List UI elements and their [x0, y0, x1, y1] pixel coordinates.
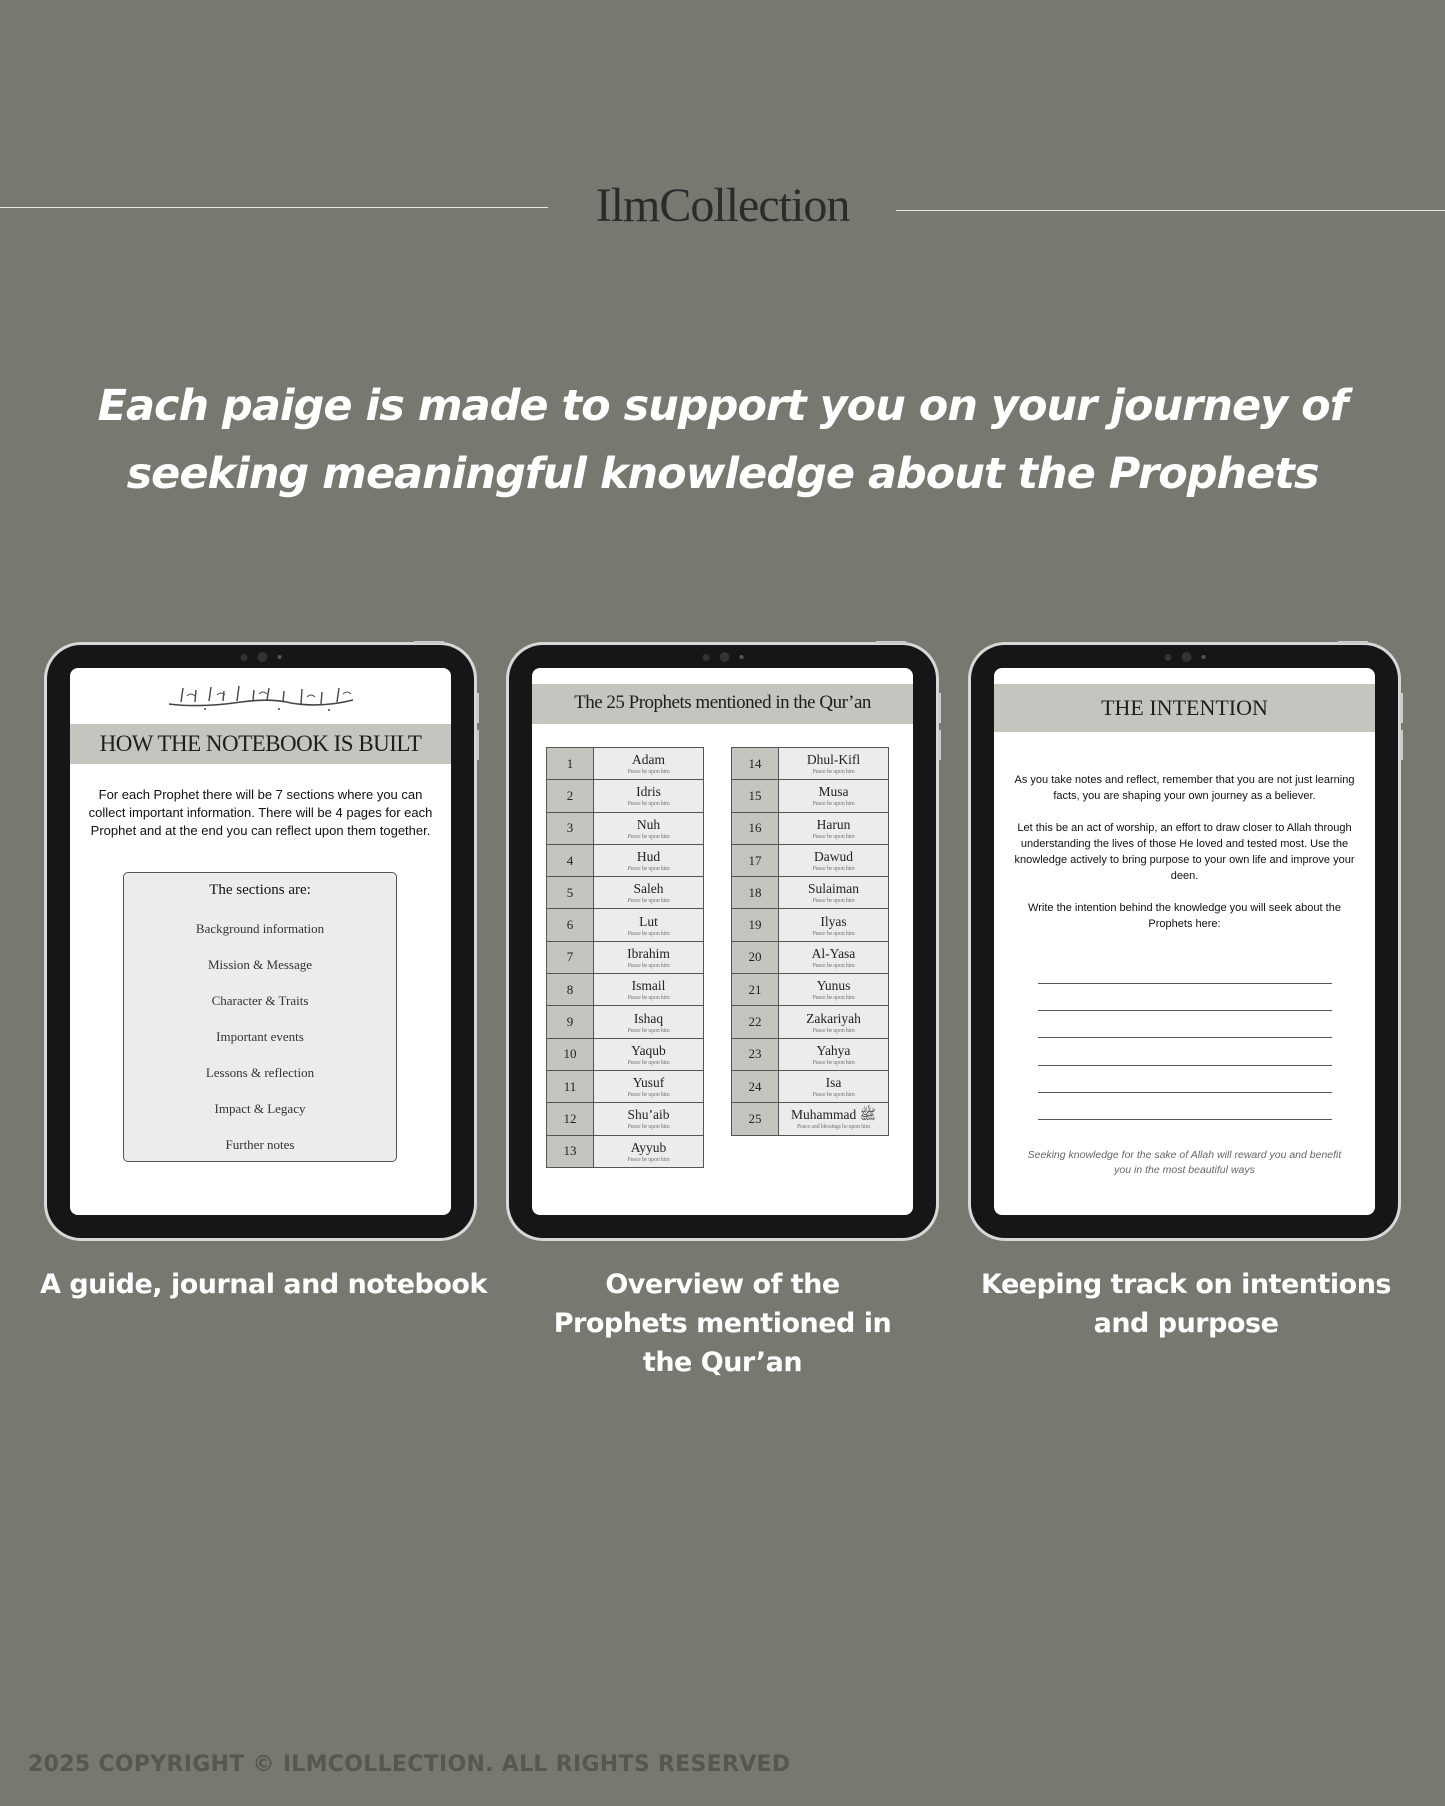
- prophet-number: 4: [547, 844, 594, 876]
- copyright-notice: 2025 COPYRIGHT © ILMCOLLECTION. ALL RIGHTS RESERVED: [28, 1752, 791, 1777]
- caption-guide: A guide, journal and notebook: [40, 1269, 487, 1300]
- writing-line: [1038, 1065, 1332, 1066]
- prophet-name: Isa: [825, 1075, 842, 1091]
- prophet-honorific: Peace be upon him: [812, 995, 855, 1002]
- prophet-cell: [779, 909, 889, 941]
- camera-icon: [240, 652, 281, 662]
- prophet-cell: [779, 1006, 889, 1038]
- list-item: Lessons & reflection: [205, 1065, 315, 1080]
- list-item: Mission & Message: [208, 957, 312, 972]
- prophet-honorific: Peace be upon him: [812, 801, 855, 808]
- brand-logo: IlmCollection: [595, 179, 850, 232]
- prophet-number: 13: [547, 1135, 594, 1167]
- table-row: [732, 780, 889, 812]
- prophet-cell: [594, 941, 704, 973]
- prophet-name: Ilyas: [820, 913, 847, 929]
- prophet-cell: [594, 1103, 704, 1135]
- prophet-number: 16: [732, 812, 779, 844]
- writing-line: [1038, 1092, 1332, 1093]
- prophet-honorific: Peace be upon him: [627, 801, 670, 808]
- prophet-name: Shu’aib: [627, 1107, 670, 1123]
- prophet-number: 18: [732, 877, 779, 909]
- prophet-cell: [594, 909, 704, 941]
- prophet-honorific: Peace be upon him: [627, 898, 670, 905]
- prophet-number: 15: [732, 780, 779, 812]
- prophet-honorific: Peace be upon him: [627, 769, 670, 776]
- prophet-cell: [779, 780, 889, 812]
- intention-footer: Seeking knowledge for the sake of Allah will reward you and benefit you in the most beautiful ways: [1027, 1149, 1342, 1176]
- prophet-honorific: Peace be upon him: [812, 1027, 855, 1034]
- prophet-number: 7: [547, 941, 594, 973]
- prophet-cell: [594, 1006, 704, 1038]
- prophet-name: Lut: [639, 913, 658, 929]
- prophet-name: Hud: [636, 849, 661, 865]
- table-row: [547, 974, 704, 1006]
- prophet-honorific: Peace be upon him: [812, 962, 855, 969]
- prophet-honorific: Peace be upon him: [812, 898, 855, 905]
- prophet-honorific: Peace be upon him: [812, 833, 855, 840]
- prophet-name: Harun: [816, 816, 851, 832]
- prophet-name: Sulaiman: [808, 881, 859, 897]
- prophet-cell: [779, 1038, 889, 1070]
- headline-line-1: Each paige is made to support you on your journey of: [97, 381, 1348, 431]
- prophet-honorific: Peace be upon him: [627, 1124, 670, 1131]
- prophet-number: 10: [547, 1038, 594, 1070]
- table-row: [732, 748, 889, 780]
- prophet-name: Saleh: [633, 881, 664, 897]
- table-row: [732, 1103, 889, 1135]
- table-row: [732, 812, 889, 844]
- headline: [60, 372, 1385, 508]
- prophet-number: 6: [547, 909, 594, 941]
- prophet-cell: [779, 1070, 889, 1102]
- camera-icon: [1164, 652, 1205, 662]
- prophet-number: 3: [547, 812, 594, 844]
- prophet-name: Yahya: [816, 1042, 851, 1058]
- prophet-name: Yusuf: [632, 1075, 665, 1091]
- prophet-name: Ismail: [631, 978, 666, 994]
- table-row: [732, 877, 889, 909]
- intro-text: For each Prophet there will be 7 sections where you can collect important information. There will be 4 pages for each Prophet and at the end you can reflect upon them together.: [88, 787, 433, 838]
- prophet-number: 19: [732, 909, 779, 941]
- prophet-number: 8: [547, 974, 594, 1006]
- prophet-cell: [594, 780, 704, 812]
- prophet-number: 20: [732, 941, 779, 973]
- list-item: Further notes: [225, 1137, 295, 1152]
- prophet-name: Musa: [818, 784, 849, 800]
- prophet-honorific: Peace be upon him: [812, 1092, 855, 1099]
- prophet-cell: [594, 748, 704, 780]
- prophet-name: Ayyub: [630, 1139, 667, 1155]
- list-item: Character & Traits: [211, 993, 309, 1008]
- table-row: [547, 941, 704, 973]
- table-row: [732, 941, 889, 973]
- writing-line: [1038, 1010, 1332, 1011]
- prophet-number: 24: [732, 1070, 779, 1102]
- table-row: [547, 877, 704, 909]
- sections-panel: [123, 872, 397, 1162]
- prophet-cell: [779, 748, 889, 780]
- prophet-name: Al-Yasa: [811, 945, 856, 961]
- prophet-cell: [779, 812, 889, 844]
- prophet-number: 22: [732, 1006, 779, 1038]
- prophet-cell: [779, 877, 889, 909]
- prophet-number: 9: [547, 1006, 594, 1038]
- prophet-honorific: Peace be upon him: [812, 769, 855, 776]
- prophet-honorific: Peace be upon him: [627, 1092, 670, 1099]
- list-item: Impact & Legacy: [214, 1101, 306, 1116]
- prophet-cell: [594, 1135, 704, 1167]
- tablet-screen: [994, 668, 1375, 1215]
- prophet-number: 1: [547, 748, 594, 780]
- prophets-table-right: [731, 747, 889, 1136]
- prophet-number: 12: [547, 1103, 594, 1135]
- prophet-honorific: Peace be upon him: [627, 1059, 670, 1066]
- writing-line: [1038, 983, 1332, 984]
- prophet-number: 5: [547, 877, 594, 909]
- prophet-name: Adam: [632, 752, 665, 768]
- prophet-honorific: Peace be upon him: [627, 930, 670, 937]
- prophet-name: Zakariyah: [806, 1010, 861, 1026]
- table-row: [732, 1006, 889, 1038]
- prophet-honorific: Peace be upon him: [627, 833, 670, 840]
- page-title: The 25 Prophets mentioned in the Qur’an: [532, 684, 913, 724]
- prophet-number: 21: [732, 974, 779, 1006]
- writing-line: [1038, 1037, 1332, 1038]
- bismillah-calligraphy-icon: [70, 682, 451, 719]
- prophet-honorific: Peace be upon him: [812, 930, 855, 937]
- page-title: HOW THE NOTEBOOK IS BUILT: [70, 724, 451, 764]
- prophet-honorific: Peace be upon him: [627, 962, 670, 969]
- table-row: [732, 1038, 889, 1070]
- prophet-name: Idris: [636, 784, 661, 800]
- table-row: [732, 974, 889, 1006]
- prophet-name: Dhul-Kifl: [806, 752, 861, 768]
- prophet-honorific: Peace be upon him: [627, 1027, 670, 1034]
- table-row: [732, 909, 889, 941]
- sections-title: The sections are:: [209, 882, 311, 898]
- page-title: THE INTENTION: [994, 684, 1375, 732]
- prophet-cell: [594, 1038, 704, 1070]
- prophets-table-left: [546, 747, 704, 1168]
- prophet-name: Yunus: [816, 978, 851, 994]
- prophet-cell: [594, 1070, 704, 1102]
- prophet-honorific: Peace be upon him: [627, 866, 670, 873]
- table-row: [547, 780, 704, 812]
- table-row: [547, 909, 704, 941]
- prophet-cell: [594, 844, 704, 876]
- prophet-honorific: Peace be upon him: [627, 1156, 670, 1163]
- prophet-honorific: Peace be upon him: [812, 1059, 855, 1066]
- list-item: Background information: [195, 921, 325, 936]
- tablet-screen: [532, 668, 913, 1215]
- tablet-prophets-overview: [509, 645, 936, 1238]
- prophet-cell: [594, 812, 704, 844]
- prophet-number: 2: [547, 780, 594, 812]
- list-item: Important events: [216, 1029, 304, 1044]
- camera-icon: [702, 652, 743, 662]
- caption-intentions: Keeping track on intentions and purpose: [981, 1269, 1391, 1339]
- prophet-honorific: Peace be upon him: [627, 995, 670, 1002]
- prophet-number: 23: [732, 1038, 779, 1070]
- prophet-cell: [779, 1103, 889, 1135]
- tablet-notebook-structure: [47, 645, 474, 1238]
- intention-paragraph-2: Let this be an act of worship, an effort to draw closer to Allah through understanding the lives of those He loved and tested most. Use the knowledge actively to bring purpose to your own life and improve your deen.: [1014, 822, 1355, 882]
- table-row: [547, 748, 704, 780]
- prophet-cell: [779, 974, 889, 1006]
- prophet-name: Ishaq: [633, 1010, 664, 1026]
- table-row: [732, 844, 889, 876]
- intention-paragraph-1: As you take notes and reflect, remember that you are not just learning facts, you are shaping your own journey as a believer.: [1014, 774, 1355, 802]
- tablet-intention: [971, 645, 1398, 1238]
- prophet-cell: [594, 974, 704, 1006]
- prophet-name: Nuh: [636, 816, 661, 832]
- prophet-number: 11: [547, 1070, 594, 1102]
- tablet-screen: [70, 668, 451, 1215]
- sections-list: [124, 911, 396, 1163]
- writing-line: [1038, 1119, 1332, 1120]
- prophet-honorific: Peace and blessings be upon him: [797, 1124, 870, 1131]
- prophet-name: Yaqub: [631, 1042, 666, 1058]
- table-row: [547, 844, 704, 876]
- prophet-honorific: Peace be upon him: [812, 866, 855, 873]
- prophet-name: Dawud: [814, 849, 853, 865]
- table-row: [547, 1006, 704, 1038]
- caption-overview: Overview of the Prophets mentioned in the Qur’an: [553, 1269, 892, 1378]
- header-divider-right: [896, 210, 1445, 211]
- prophet-number: 17: [732, 844, 779, 876]
- prophet-name: Ibrahim: [627, 945, 670, 961]
- table-row: [547, 1135, 704, 1167]
- table-row: [547, 812, 704, 844]
- prophet-name: Muhammad ﷺ: [791, 1107, 876, 1123]
- prophet-cell: [779, 941, 889, 973]
- table-row: [547, 1103, 704, 1135]
- intention-paragraph-3: Write the intention behind the knowledge you will seek about the Prophets here:: [1028, 902, 1341, 930]
- prophet-number: 14: [732, 748, 779, 780]
- prophet-cell: [594, 877, 704, 909]
- table-row: [547, 1070, 704, 1102]
- prophet-cell: [779, 844, 889, 876]
- table-row: [547, 1038, 704, 1070]
- prophet-number: 25: [732, 1103, 779, 1135]
- table-row: [732, 1070, 889, 1102]
- headline-line-2: seeking meaningful knowledge about the Prophets: [126, 449, 1319, 499]
